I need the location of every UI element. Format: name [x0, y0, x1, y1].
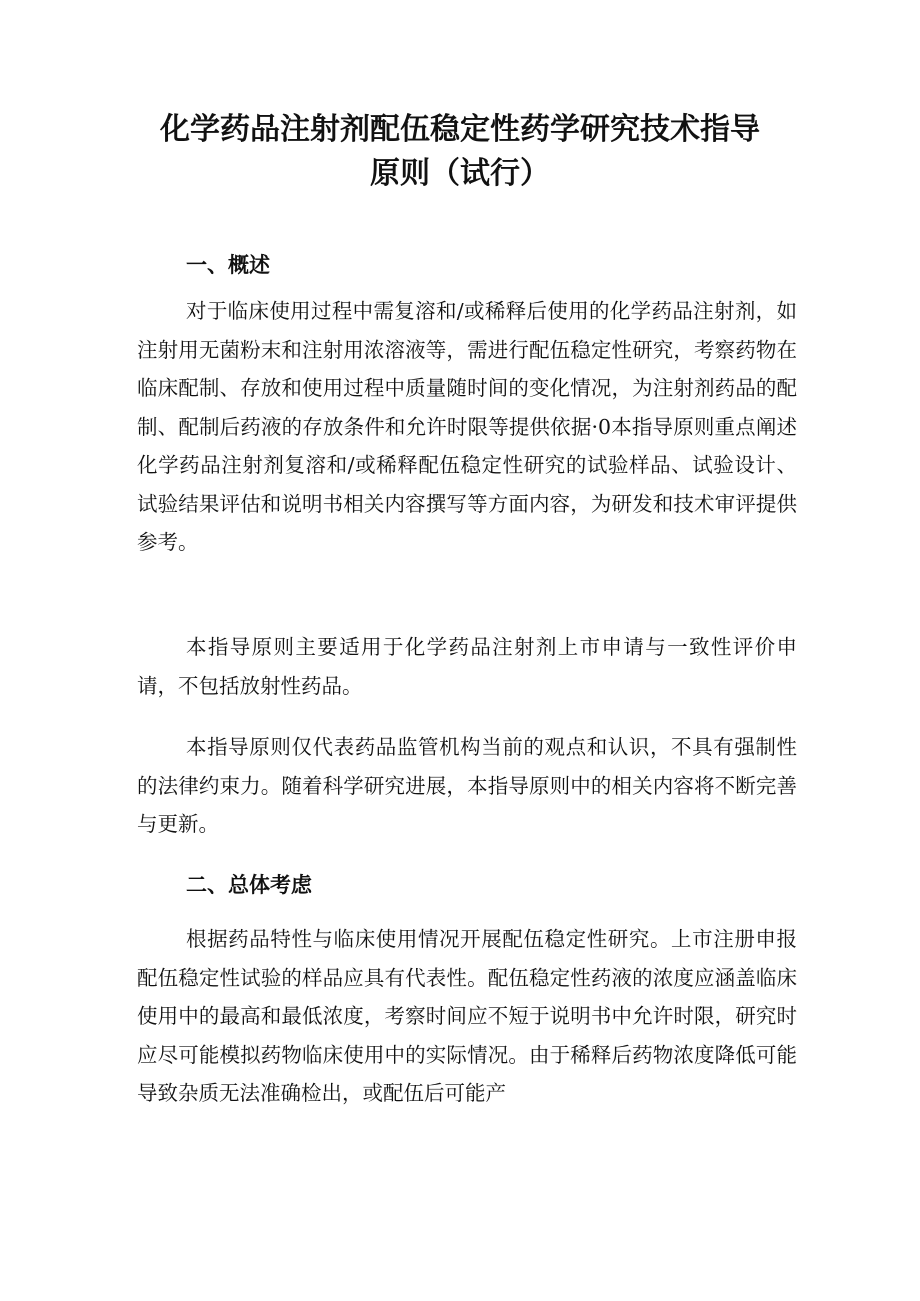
section-heading-general-considerations: 二、总体考虑 — [186, 872, 312, 897]
section-heading-overview: 一、概述 — [186, 252, 270, 277]
document-title-line-2: 原则（试行） — [370, 156, 550, 191]
document-title-line-1: 化学药品注射剂配伍稳定性药学研究技术指导 — [160, 112, 760, 147]
paragraph-general-1: 根据药品特性与临床使用情况开展配伍稳定性研究。上市注册申报配伍稳定性试验的样品应具有代表性。配伍稳定性药液的浓度应涵盖临床使用中的最高和最低浓度，考察时间应不短于说明书中允许时限，研究时应尽可能模拟药物临床使用中的实际情况。由于稀释后药物浓度降低可能导致杂质无法准确检出，或配伍后可能产 — [137, 927, 797, 1105]
paragraph-overview-1: 对于临床使用过程中需复溶和/或稀释后使用的化学药品注射剂，如注射用无菌粉末和注射用浓溶液等，需进行配伍稳定性研究，考察药物在临床配制、存放和使用过程中质量随时间的变化情况，为注射剂药品的配制、配制后药液的存放条件和允许时限等提供依据·0本指导原则重点阐述化学药品注射剂复溶和/或稀释配伍稳定性研究的试验样品、试验设计、试验结果评估和说明书相关内容撰写等方面内容，为研发和技术审评提供参考。 — [137, 299, 797, 554]
paragraph-overview-3: 本指导原则仅代表药品监管机构当前的观点和认识，不具有强制性的法律约束力。随着科学研究进展，本指导原则中的相关内容将不断完善与更新。 — [137, 735, 797, 836]
paragraph-overview-2: 本指导原则主要适用于化学药品注射剂上市申请与一致性评价申请，不包括放射性药品。 — [137, 635, 797, 698]
